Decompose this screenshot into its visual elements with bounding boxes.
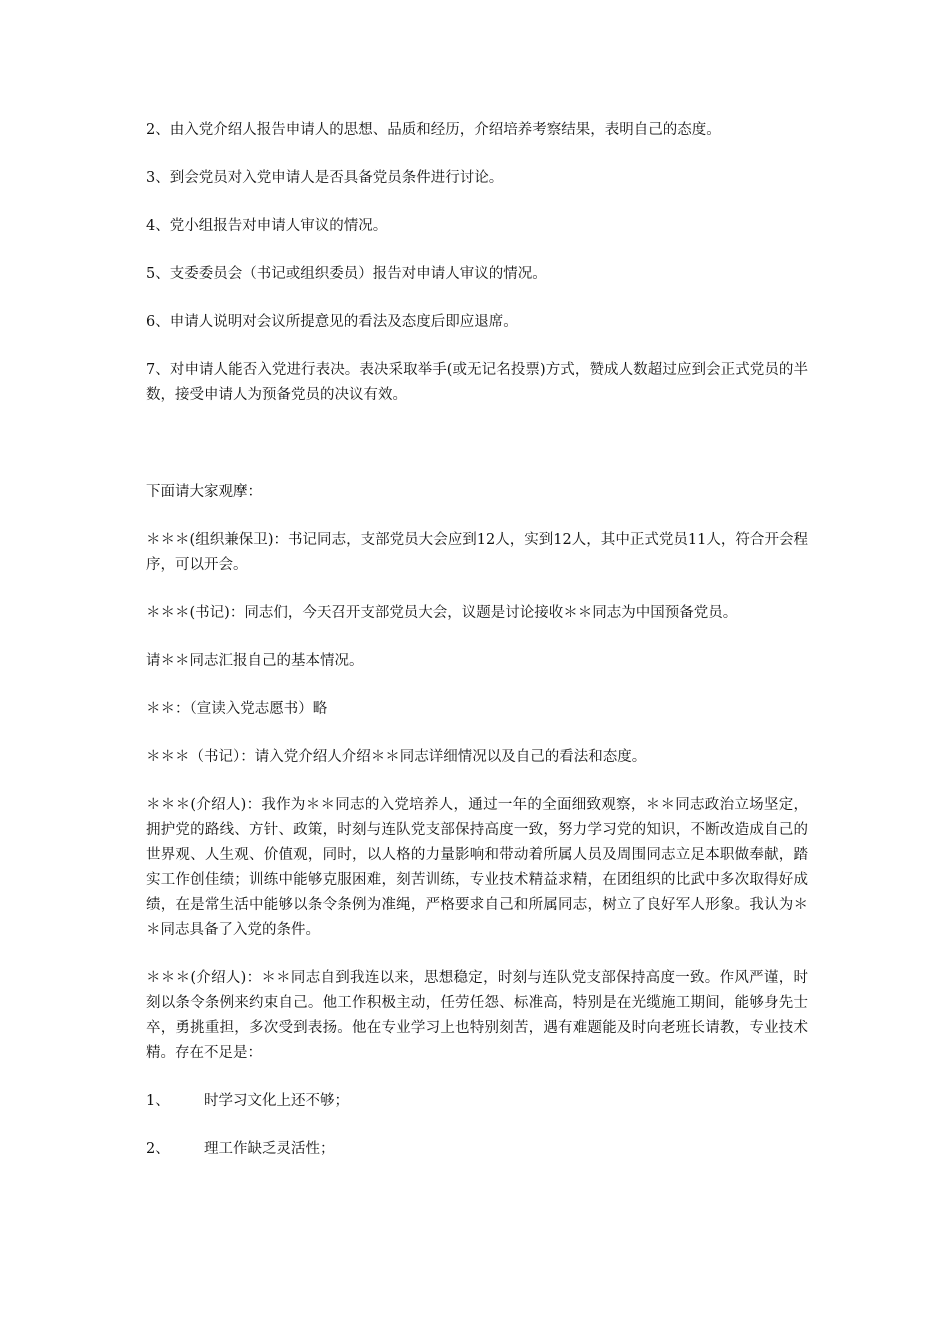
shortcoming-text: 理工作缺乏灵活性； xyxy=(204,1141,335,1157)
step-6: 6、申请人说明对会议所提意见的看法及态度后即应退席。 xyxy=(146,314,518,330)
step-2: 2、由入党介绍人报告申请人的思想、品质和经历，介绍培养考察结果，表明自己的态度。 xyxy=(146,122,721,138)
shortcoming-number: 2、 xyxy=(146,1141,170,1157)
step-7: 7、对申请人能否入党进行表决。表决采取举手(或无记名投票)方式，赞成人数超过应到会正式党员的半数，接受申请人为预备党员的决议有效。 xyxy=(146,362,808,403)
demo-paragraph-secretary-request: ＊＊＊（书记）：请入党介绍人介绍＊＊同志详细情况以及自己的看法和态度。 xyxy=(146,749,647,765)
shortcoming-text: 时学习文化上还不够； xyxy=(204,1093,349,1109)
demo-paragraph-organizer: ＊＊＊(组织兼保卫)：书记同志，支部党员大会应到12人，实到12人，其中正式党员11人，符合开会程序，可以开会。 xyxy=(146,532,808,573)
demo-paragraph-request-report: 请＊＊同志汇报自己的基本情况。 xyxy=(146,653,364,669)
demo-intro: 下面请大家观摩： xyxy=(146,484,262,500)
demo-paragraph-introducer-2: ＊＊＊(介绍人)：＊＊同志自到我连以来，思想稳定，时刻与连队党支部保持高度一致。作风严谨，时刻以条令条例来约束自己。他工作积极主动，任劳任怨、标准高，特别是在光缆施工期间，能够身先士卒，勇挑重担，多次受到表扬。他在专业学习上也特别刻苦，遇有难题能及时向老班长请教，专业技术精。存在不足是： xyxy=(146,970,808,1061)
document-page xyxy=(146,118,808,1185)
demo-paragraph-read-application: ＊＊：（宣读入党志愿书）略 xyxy=(146,701,328,717)
shortcoming-item xyxy=(146,1089,808,1114)
step-3: 3、到会党员对入党申请人是否具备党员条件进行讨论。 xyxy=(146,170,504,186)
shortcoming-number: 1、 xyxy=(146,1093,170,1109)
step-4: 4、党小组报告对申请人审议的情况。 xyxy=(146,218,388,234)
demo-paragraph-introducer-1: ＊＊＊(介绍人)：我作为＊＊同志的入党培养人，通过一年的全面细致观察，＊＊同志政治立场坚定，拥护党的路线、方针、政策，时刻与连队党支部保持高度一致，努力学习党的知识，不断改造成自己的世界观、人生观、价值观，同时，以人格的力量影响和带动着所属人员及周围同志立足本职做奉献，踏实工作创佳绩；训练中能够克服困难，刻苦训练，专业技术精益求精，在团组织的比武中多次取得好成绩，在是常生活中能够以条令条例为准绳，严格要求自己和所属同志，树立了良好军人形象。我认为＊＊同志具备了入党的条件。 xyxy=(146,797,808,938)
demo-paragraph-secretary-opening: ＊＊＊(书记)：同志们，今天召开支部党员大会，议题是讨论接收＊＊同志为中国预备党员。 xyxy=(146,605,738,621)
shortcoming-item xyxy=(146,1137,808,1162)
step-5: 5、支委委员会（书记或组织委员）报告对申请人审议的情况。 xyxy=(146,266,547,282)
